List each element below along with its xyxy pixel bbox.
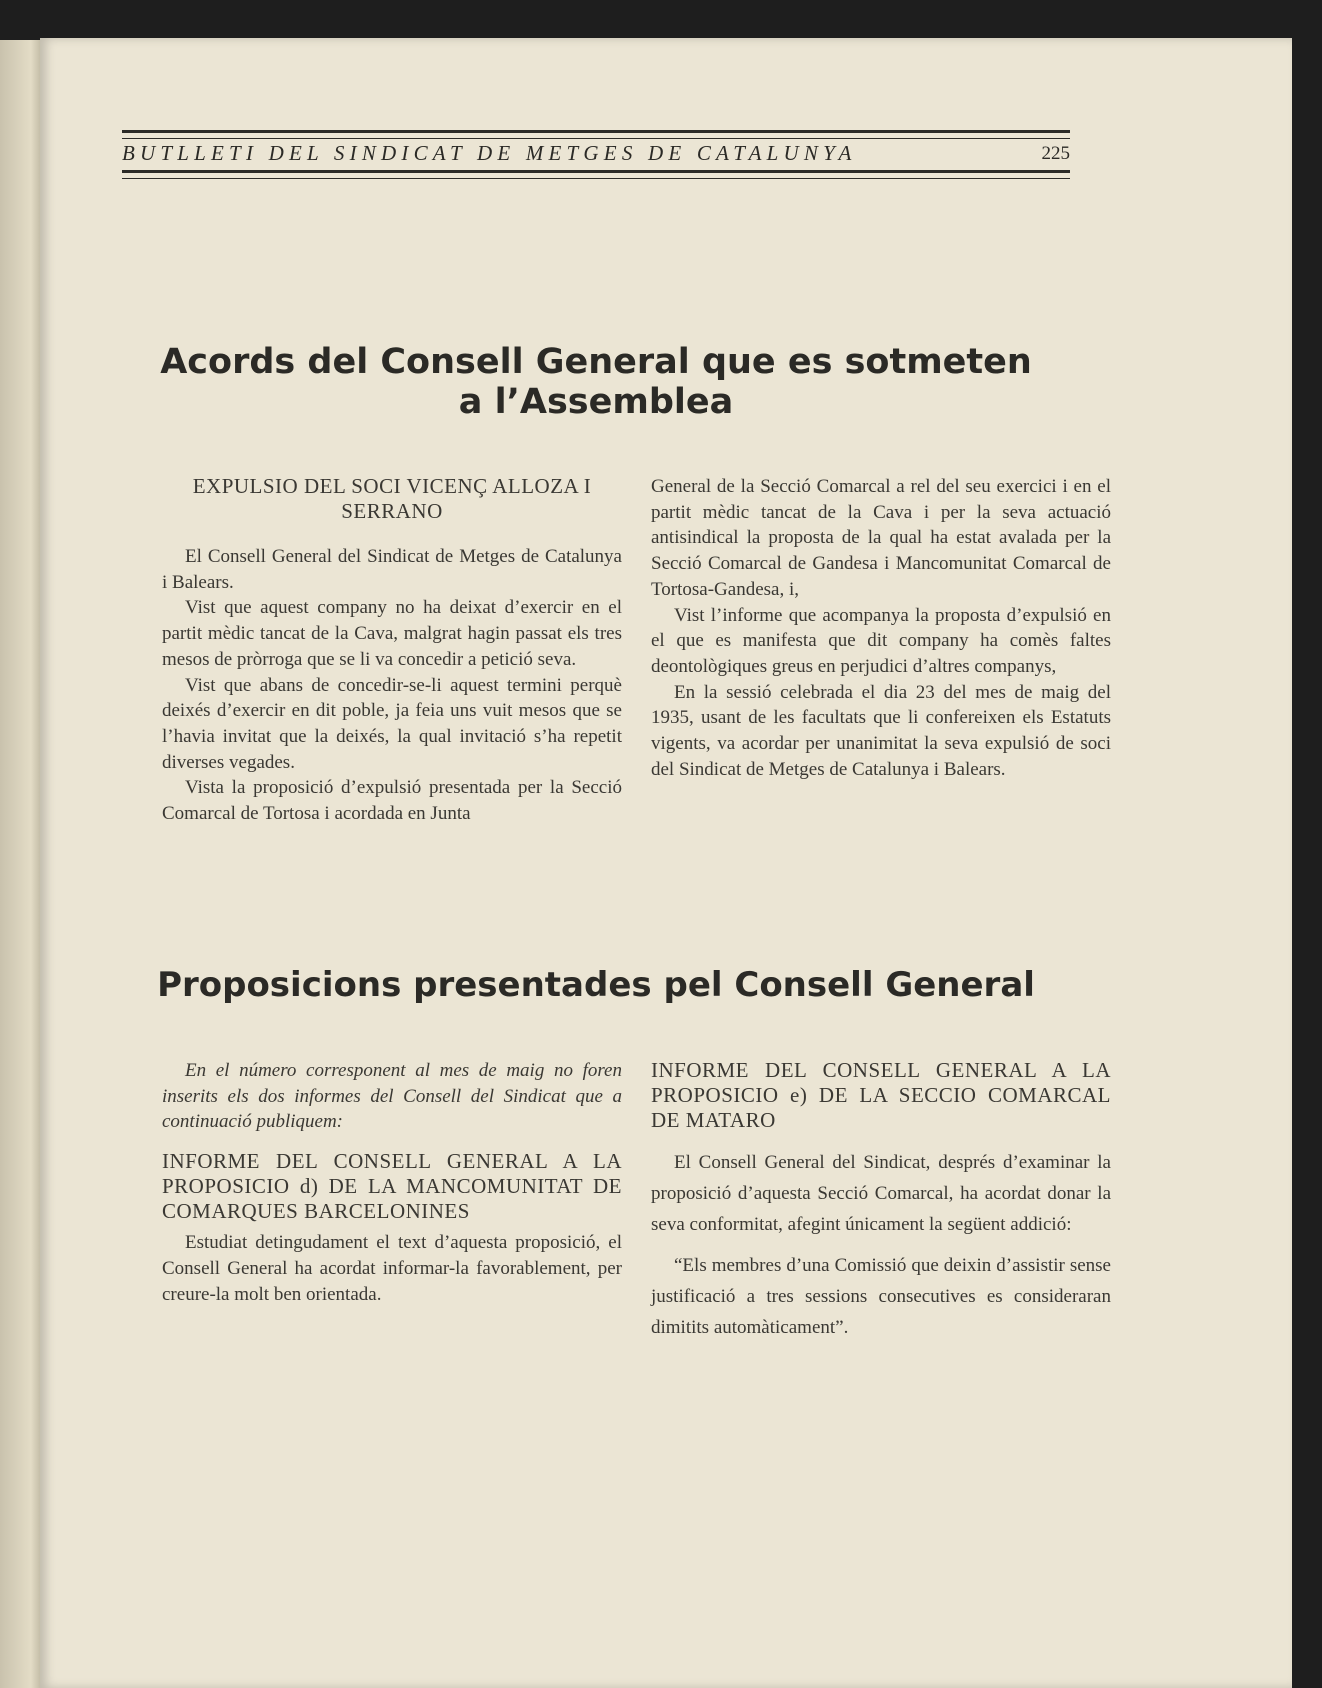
- header-rule-top-thin: [122, 138, 1070, 139]
- paragraph: Vista la proposició d’expulsió presentada per la Secció Comarcal de Tortosa i acordada en Junta: [162, 777, 622, 825]
- previous-page-edge: [0, 40, 44, 1688]
- paragraph: Vist l’informe que acompanya la proposta d’expulsió en el que es manifesta que dit company ha comès faltes deontològiques greus en perjudici d’altres companys,: [651, 604, 1111, 677]
- paragraph: General de la Secció Comarcal a rel del seu exercici i en el partit mèdic tancat de la Cava i per la seva actuació antisindical la proposta de la qual ha estat avalada per la Secció Comarcal de Gandesa i Mancomunitat Comarcal de Tortosa-Gandesa, i,: [651, 476, 1111, 600]
- section1-right-column: [651, 474, 1111, 782]
- paragraph: En la sessió celebrada el dia 23 del mes de maig del 1935, usant de les facultats que li confereixen els Estatuts vigents, va acordar per unanimitat la seva expulsió de soci del Sindicat de Metges de Catalunya i Balears.: [651, 681, 1111, 780]
- section2-right-column: [651, 1058, 1111, 1343]
- running-title: BUTLLETI DEL SINDICAT DE METGES DE CATALUNYA: [122, 141, 857, 165]
- page-number: 225: [1041, 143, 1070, 164]
- section1-title-line1: Acords del Consell General que es sotmeten: [160, 342, 1032, 382]
- header-rule-bottom: [122, 170, 1070, 173]
- section2-left-heading: INFORME DEL CONSELL GENERAL A LA PROPOSICIO d) DE LA MANCOMUNITAT DE COMARQUES BARCELONINES: [162, 1149, 622, 1224]
- section2-title: Proposicions presentades pel Consell General: [157, 965, 1035, 1005]
- section1-title-line2: a l’Assemblea: [458, 382, 734, 422]
- paragraph: El Consell General del Sindicat de Metges de Catalunya i Balears.: [162, 546, 622, 593]
- section2-right-heading: INFORME DEL CONSELL GENERAL A LA PROPOSICIO e) DE LA SECCIO COMARCAL DE MATARO: [651, 1058, 1111, 1132]
- section2-intro: En el número corresponent al mes de maig no foren inserits els dos informes del Consell del Sindicat que a continuació publiquem:: [162, 1060, 622, 1133]
- section1-title: [122, 342, 1070, 422]
- paragraph: Vist que aquest company no ha deixat d’exercir en el partit mèdic tancat de la Cava, malgrat hagin passat els tres mesos de pròrroga que se li va concedir a petició seva.: [162, 597, 622, 670]
- running-header: [122, 90, 1070, 190]
- section2-left-column: [162, 1058, 622, 1307]
- paragraph: “Els membres d’una Comissió que deixin d’assistir sense justificació a tres sessions consecutives es consideraran dimitits automàticament”.: [651, 1255, 1111, 1338]
- section1-heading: EXPULSIO DEL SOCI VICENÇ ALLOZA I SERRANO: [192, 474, 592, 523]
- paragraph: Estudiat detingudament el text d’aquesta proposició, el Consell General ha acordat informar-la favorablement, per creure-la molt ben orientada.: [162, 1232, 622, 1305]
- paragraph: El Consell General del Sindicat, després d’examinar la proposició d’aquesta Secció Comarcal, ha acordat donar la seva conformitat, afegint únicament la següent addició:: [651, 1152, 1111, 1235]
- document-page: [40, 38, 1292, 1688]
- section1-left-column: [162, 474, 622, 827]
- paragraph: Vist que abans de concedir-se-li aquest termini perquè deixés d’exercir en dit poble, ja feia uns vuit mesos que se l’havia invitat que la deixés, la qual invitació s’ha repetit diverses vegades.: [162, 674, 622, 773]
- header-rule-bottom-thin: [122, 178, 1070, 179]
- header-rule-top: [122, 130, 1070, 133]
